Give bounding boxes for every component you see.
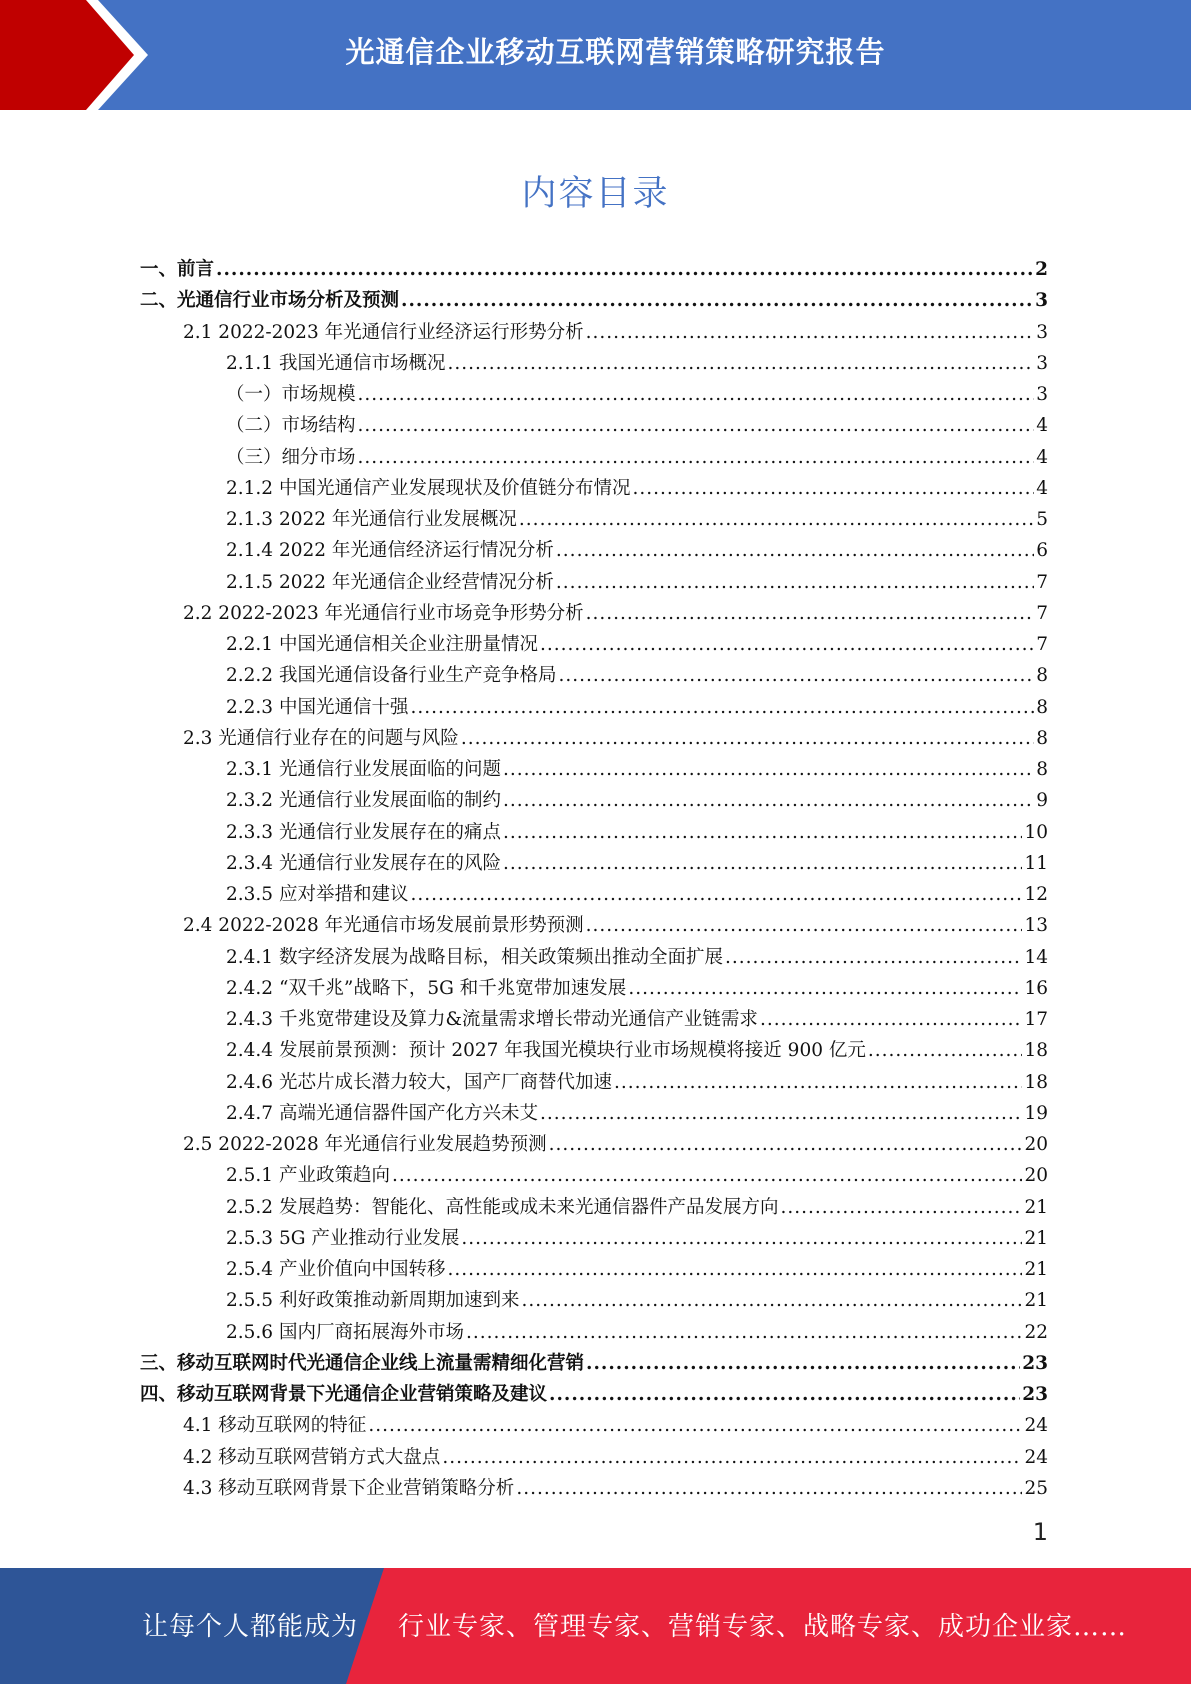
toc-entry[interactable]	[140, 754, 1048, 785]
toc-entry-page: 23	[1022, 1352, 1048, 1374]
toc-entry-label: 4.2 移动互联网营销方式大盘点	[183, 1446, 441, 1468]
toc-entry-page: 25	[1024, 1477, 1048, 1499]
toc-entry-label: 2.1.3 2022 年光通信行业发展概况	[226, 509, 517, 530]
toc-dot-leader	[516, 1473, 1022, 1504]
toc-entry-label: 四、移动互联网背景下光通信企业营销策略及建议	[140, 1384, 548, 1405]
toc-entry-page: 6	[1036, 540, 1048, 562]
toc-entry-label: 2.1.1 我国光通信市场概况	[226, 352, 446, 374]
toc-entry[interactable]	[140, 535, 1048, 566]
toc-entry-label: 2.4.4 发展前景预测：预计 2027 年我国光模块行业市场规模将接近 900 亿元	[226, 1040, 866, 1062]
toc-entry[interactable]	[140, 723, 1048, 754]
toc-entry-label: 2.5.3 5G 产业推动行业发展	[226, 1227, 460, 1249]
toc-dot-leader	[558, 660, 1034, 691]
toc-entry-label: 2.5.5 利好政策推动新周期加速到来	[226, 1290, 520, 1312]
toc-entry[interactable]	[140, 1098, 1048, 1129]
toc-entry[interactable]	[140, 598, 1048, 629]
toc-entry-page: 3	[1036, 321, 1048, 343]
toc-entry[interactable]	[140, 1317, 1048, 1348]
toc-entry[interactable]	[140, 973, 1048, 1004]
toc-entry-label: 2.2.3 中国光通信十强	[226, 696, 409, 718]
toc-entry[interactable]	[140, 254, 1048, 285]
toc-entry[interactable]	[140, 1254, 1048, 1285]
toc-entry-page: 8	[1036, 665, 1048, 687]
toc-entry-page: 23	[1022, 1384, 1048, 1405]
toc-entry-label: 4.3 移动互联网背景下企业营销策略分析	[183, 1477, 515, 1499]
toc-dot-leader	[503, 754, 1034, 785]
toc-entry-label: 2.4.1 数字经济发展为战略目标，相关政策频出推动全面扩展	[226, 946, 723, 968]
toc-entry-label: 2.2.1 中国光通信相关企业注册量情况	[226, 634, 538, 655]
toc-entry-page: 8	[1036, 759, 1048, 780]
toc-dot-leader	[461, 723, 1034, 754]
toc-entry[interactable]	[140, 1004, 1048, 1035]
toc-entry[interactable]	[140, 660, 1048, 691]
header-band	[0, 0, 1191, 110]
toc-dot-leader	[780, 1192, 1022, 1223]
toc-entry-label: 2.1 2022-2023 年光通信行业经济运行形势分析	[183, 321, 584, 343]
toc-entry-page: 21	[1024, 1290, 1048, 1312]
toc-dot-leader	[556, 567, 1034, 598]
toc-entry-page: 20	[1024, 1134, 1048, 1155]
toc-entry[interactable]	[140, 379, 1048, 410]
toc-dot-leader	[556, 535, 1034, 566]
toc-entry-page: 21	[1024, 1227, 1048, 1249]
toc-dot-leader	[368, 1410, 1022, 1441]
toc-dot-leader	[586, 598, 1035, 629]
toc-entry-label: 2.3.1 光通信行业发展面临的问题	[226, 759, 501, 780]
toc-dot-leader	[725, 942, 1022, 973]
toc-entry-page: 4	[1036, 415, 1048, 437]
toc-entry-page: 24	[1024, 1415, 1048, 1437]
toc-entry-label: 2.4.2 “双千兆”战略下，5G 和千兆宽带加速发展	[226, 977, 627, 999]
toc-entry-page: 21	[1024, 1196, 1048, 1218]
toc-entry[interactable]	[140, 910, 1048, 941]
toc-entry[interactable]	[140, 692, 1048, 723]
toc-dot-leader	[586, 910, 1023, 941]
toc-dot-leader	[760, 1004, 1023, 1035]
toc-dot-leader	[410, 879, 1022, 910]
toc-dot-leader	[586, 1348, 1020, 1379]
toc-entry-label: 2.4.7 高端光通信器件国产化方兴未艾	[226, 1102, 538, 1124]
toc-entry[interactable]	[140, 285, 1048, 316]
toc-dot-leader	[519, 504, 1034, 535]
toc-entry[interactable]	[140, 1379, 1048, 1410]
toc-entry-label: 4.1 移动互联网的特征	[183, 1415, 367, 1437]
toc-dot-leader	[358, 442, 1035, 473]
toc-entry-label: 2.4.3 千兆宽带建设及算力&流量需求增长带动光通信产业链需求	[226, 1009, 758, 1030]
toc-dot-leader	[586, 317, 1035, 348]
toc-entry-page: 16	[1024, 977, 1048, 999]
toc-entry[interactable]	[140, 410, 1048, 441]
toc-entry-page: 2	[1035, 259, 1048, 280]
toc-entry-label: 2.4.6 光芯片成长潜力较大，国产厂商替代加速	[226, 1071, 612, 1093]
toc-entry-page: 20	[1024, 1165, 1048, 1187]
toc-dot-leader	[466, 1317, 1022, 1348]
toc-entry-label: 2.1.4 2022 年光通信经济运行情况分析	[226, 540, 554, 562]
toc-entry-page: 3	[1036, 384, 1048, 405]
toc-dot-leader	[540, 629, 1034, 660]
toc-entry-page: 10	[1024, 821, 1048, 843]
toc-entry-label: 2.1.5 2022 年光通信企业经营情况分析	[226, 571, 554, 593]
toc-entry-page: 24	[1024, 1446, 1048, 1468]
toc-dot-leader	[216, 254, 1033, 285]
toc-dot-leader	[628, 973, 1022, 1004]
toc-entry-page: 7	[1036, 571, 1048, 593]
toc-entry-page: 3	[1035, 290, 1048, 312]
toc-entry[interactable]	[140, 1160, 1048, 1191]
toc-entry[interactable]	[140, 1223, 1048, 1254]
toc-dot-leader	[614, 1067, 1022, 1098]
toc-entry[interactable]	[140, 848, 1048, 879]
toc-dot-leader	[540, 1098, 1022, 1129]
footer-slogan-right: 行业专家、管理专家、营销专家、战略专家、成功企业家……	[398, 1612, 1128, 1642]
toc-entry-label: 2.5 2022-2028 年光通信行业发展趋势预测	[183, 1134, 547, 1155]
toc-entry[interactable]	[140, 1285, 1048, 1316]
toc-dot-leader	[632, 473, 1034, 504]
toc-heading: 内容目录	[521, 174, 670, 214]
toc-entry-label: 2.4 2022-2028 年光通信市场发展前景形势预测	[183, 915, 584, 937]
toc-entry-label: 2.5.1 产业政策趋向	[226, 1165, 390, 1187]
toc-entry-page: 22	[1024, 1321, 1048, 1343]
toc-entry[interactable]	[140, 879, 1048, 910]
toc-entry-label: 2.3.3 光通信行业发展存在的痛点	[226, 821, 501, 843]
toc-entry-page: 11	[1024, 852, 1048, 874]
toc-dot-leader	[549, 1379, 1020, 1410]
toc-dot-leader	[442, 1442, 1022, 1473]
toc-entry-label: 2.1.2 中国光通信产业发展现状及价值链分布情况	[226, 477, 631, 499]
toc-entry-page: 8	[1036, 727, 1048, 749]
footer-band	[0, 1568, 1191, 1684]
toc-entry-label: 2.3.2 光通信行业发展面临的制约	[226, 790, 501, 812]
toc-entry[interactable]	[140, 1129, 1048, 1160]
toc-entry-page: 21	[1024, 1259, 1048, 1280]
toc-entry-page: 9	[1036, 790, 1048, 812]
toc-entry[interactable]	[140, 504, 1048, 535]
toc-dot-leader	[410, 692, 1034, 723]
toc-entry-page: 18	[1024, 1071, 1048, 1093]
toc-entry-page: 3	[1036, 352, 1048, 374]
toc-dot-leader	[503, 785, 1034, 816]
report-title: 光通信企业移动互联网营销策略研究报告	[345, 35, 886, 69]
toc-entry-label: 2.5.6 国内厂商拓展海外市场	[226, 1321, 464, 1343]
toc-entry[interactable]	[140, 1035, 1048, 1066]
toc-entry[interactable]	[140, 1473, 1048, 1504]
toc-entry-page: 12	[1024, 884, 1048, 905]
toc-entry[interactable]	[140, 1192, 1048, 1223]
toc-entry[interactable]	[140, 1442, 1048, 1473]
toc-dot-leader	[503, 817, 1022, 848]
toc-entry-page: 4	[1036, 446, 1048, 468]
table-of-contents	[140, 254, 1048, 1504]
toc-entry-label: 一、前言	[140, 259, 215, 280]
toc-entry[interactable]	[140, 473, 1048, 504]
toc-entry-page: 4	[1036, 477, 1048, 499]
toc-entry[interactable]	[140, 629, 1048, 660]
toc-dot-leader	[401, 285, 1033, 316]
toc-entry[interactable]	[140, 348, 1048, 379]
toc-entry[interactable]	[140, 1348, 1048, 1379]
toc-dot-leader	[358, 379, 1035, 410]
toc-entry-label: 2.5.2 发展趋势：智能化、高性能或成未来光通信器件产品发展方向	[226, 1196, 779, 1218]
toc-dot-leader	[358, 410, 1035, 441]
toc-entry-label: 2.3.4 光通信行业发展存在的风险	[226, 852, 501, 874]
toc-entry-page: 13	[1024, 915, 1048, 937]
toc-dot-leader	[521, 1285, 1022, 1316]
toc-entry-label: 二、光通信行业市场分析及预测	[140, 290, 400, 312]
toc-entry-page: 5	[1036, 509, 1048, 530]
toc-dot-leader	[549, 1129, 1023, 1160]
toc-entry-label: 2.2 2022-2023 年光通信行业市场竞争形势分析	[183, 602, 584, 624]
toc-entry-label: 三、移动互联网时代光通信企业线上流量需精细化营销	[140, 1352, 585, 1374]
toc-entry-label: 2.3.5 应对举措和建议	[226, 884, 409, 905]
toc-entry-label: （二）市场结构	[226, 415, 356, 437]
footer-slogan-left: 让每个人都能成为	[142, 1612, 359, 1642]
toc-entry[interactable]	[140, 785, 1048, 816]
toc-entry-label: 2.5.4 产业价值向中国转移	[226, 1259, 446, 1280]
toc-entry[interactable]	[140, 1410, 1048, 1441]
toc-dot-leader	[503, 848, 1022, 879]
toc-dot-leader	[447, 1254, 1022, 1285]
toc-entry-page: 7	[1036, 602, 1048, 624]
toc-entry[interactable]	[140, 942, 1048, 973]
toc-entry-page: 18	[1024, 1040, 1048, 1062]
toc-entry-page: 8	[1036, 696, 1048, 718]
toc-entry-label: 2.2.2 我国光通信设备行业生产竞争格局	[226, 665, 557, 687]
toc-entry-label: （三）细分市场	[226, 446, 356, 468]
page-number: 1	[1032, 1518, 1048, 1546]
toc-entry-page: 17	[1024, 1009, 1048, 1030]
toc-entry-label: 2.3 光通信行业存在的问题与风险	[183, 727, 459, 749]
toc-entry[interactable]	[140, 1067, 1048, 1098]
toc-dot-leader	[392, 1160, 1022, 1191]
toc-dot-leader	[461, 1223, 1022, 1254]
toc-entry-label: （一）市场规模	[226, 384, 356, 405]
toc-entry[interactable]	[140, 317, 1048, 348]
toc-entry[interactable]	[140, 817, 1048, 848]
toc-dot-leader	[868, 1035, 1023, 1066]
toc-entry-page: 19	[1024, 1102, 1048, 1124]
toc-entry-page: 7	[1036, 634, 1048, 655]
toc-entry-page: 14	[1024, 946, 1048, 968]
toc-entry[interactable]	[140, 567, 1048, 598]
toc-dot-leader	[447, 348, 1034, 379]
toc-entry[interactable]	[140, 442, 1048, 473]
